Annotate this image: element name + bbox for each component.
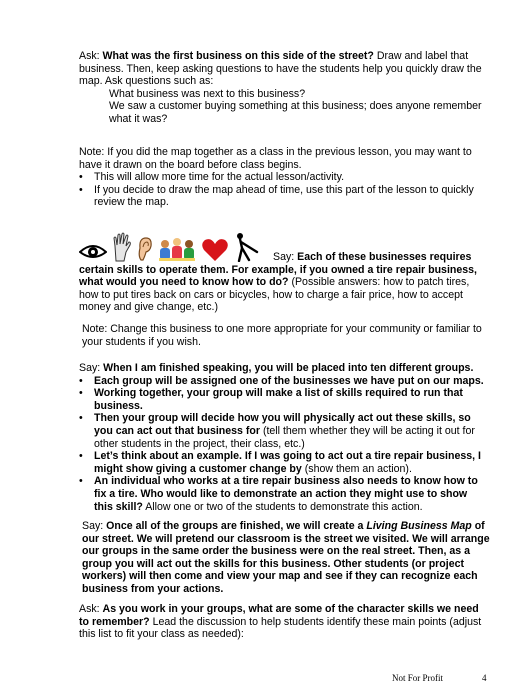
- ask-character-skills-paragraph: [79, 603, 487, 641]
- ask-lead: Ask:: [79, 50, 103, 62]
- say-text: (Possible answers: how to patch tires, how to put tires back on cars or bicycles, how to charge a fair price, how to accept money and give change, etc.): [79, 276, 470, 314]
- say-bold-text: When I am finished speaking, you will be placed into ten different groups.: [103, 362, 474, 374]
- say-groups-paragraph: [79, 362, 487, 513]
- say-lead: Say:: [79, 362, 104, 374]
- note-bullet-list: [79, 171, 487, 209]
- ask-text: Lead the discussion to help students identify these main points (adjust this list to fit your class as needed):: [79, 615, 482, 641]
- ask-first-business-paragraph: [79, 50, 487, 126]
- list-item: • An individual who works at a tire repair business also needs to know how to fix a tire. Who would like to demonstrate an action they might use to show this skill? Allow one or two of the students to demonstrate this action.: [79, 475, 478, 513]
- ask-lead: Ask:: [79, 603, 103, 615]
- ask-bold-question: As you work in your groups, what are some of the character skills we need to remember?: [79, 603, 479, 628]
- living-business-map-term: Living Business Map: [366, 520, 472, 532]
- say-skills-paragraph: [79, 251, 487, 314]
- list-item: • If you decide to draw the map ahead of time, use this part of the lesson to quickly review the map.: [79, 183, 474, 209]
- list-item: • Let’s think about an example. If I was going to act out a tire repair business, I might show giving a customer change by (show them an action).: [79, 450, 481, 475]
- list-item: • This will allow more time for the actual lesson/activity.: [79, 171, 345, 184]
- ask-bold-question: What was the first business on this side of the street?: [102, 50, 374, 62]
- note-text: Note: If you did the map together as a class in the previous lesson, you may want to have it drawn on the board before class begins.: [79, 146, 472, 171]
- page-footer: [392, 672, 492, 685]
- list-item: • Working together, your group will make a list of skills required to run that business.: [79, 387, 463, 412]
- list-item: • Each group will be assigned one of the businesses we have put on our maps.: [79, 374, 484, 387]
- list-item: • Then your group will decide how you will physically act out these skills, so you can act out that business for (tell them whether they will be acting it out for other students in the project, their class, etc.): [79, 412, 475, 450]
- note-change-business: Note: Change this business to one more appropriate for your community or familiar to your students if you wish.: [82, 323, 482, 348]
- ask-text: Draw and label that business. Then, keep asking questions to have the students help you quickly draw the map. Ask questions such as:: [79, 50, 482, 88]
- say-lead: Say:: [273, 251, 298, 263]
- say-bold-text: Each of these businesses requires certain skills to operate them. For example, if you owned a tire repair business, what would you need to know how to do?: [79, 251, 477, 289]
- note-map-paragraph: [79, 146, 487, 209]
- example-question-1: What business was next to this business?: [109, 87, 306, 100]
- example-question-2: We saw a customer buying something at this business; does anyone remember what it was?: [109, 100, 482, 125]
- say-lead: Say:: [82, 520, 107, 532]
- footer-label: Not For Profit: [392, 673, 444, 683]
- group-instructions-list: [79, 375, 487, 514]
- say-living-map-paragraph: Say: Once all of the groups are finished, we will create a Living Business Map of our street. We will pretend our classroom is the street we visited. We will arrange our groups in the same order the business were on the real street. Then, as a group you will act out the skills for this business. Other students (or project workers) will then come and view your map and see if they can recognize each business from your actions.: [82, 520, 490, 595]
- page-number: 4: [482, 673, 487, 683]
